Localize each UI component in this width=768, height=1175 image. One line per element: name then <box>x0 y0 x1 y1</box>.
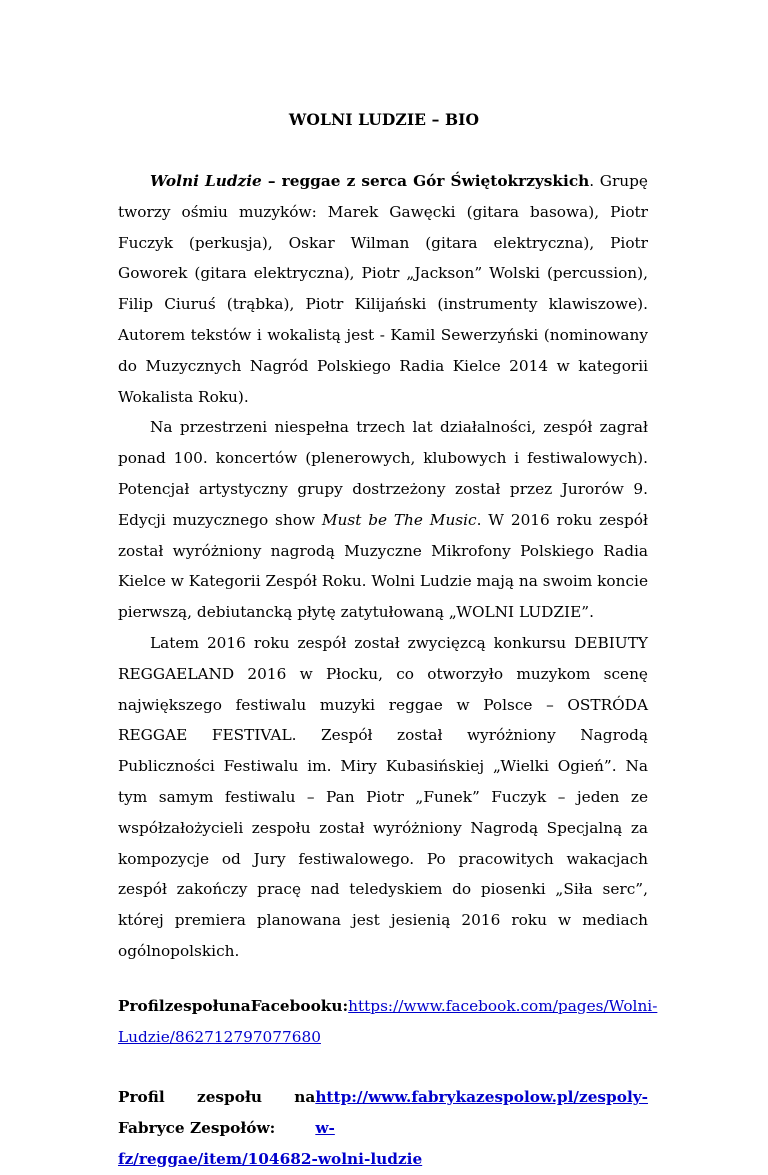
fabryka-link[interactable]: http://www.fabrykazespolow.pl/zespoly-w- <box>315 1088 648 1138</box>
facebook-label-word-3: na <box>229 996 251 1015</box>
career-text-before: Na przestrzeni niespełna trzech lat działalności, zespół zagrał ponad 100. koncertów (plenerowych, klubowych i festiwalowych). Potencjał artystyczny grupy dostrzeżony został przez Jurorów 9. Edycji muzycznego show <box>118 418 648 529</box>
spacer <box>118 967 648 991</box>
fabryka-link-line2[interactable]: fz/reggae/item/104682-wolni-ludzie <box>118 1149 423 1168</box>
intro-paragraph <box>118 166 648 412</box>
fabryka-link-continued <box>118 1144 648 1175</box>
facebook-label-word-4: Facebooku: <box>250 996 349 1015</box>
career-paragraph <box>118 412 648 628</box>
fabryka-label: Profil zespołu na Fabryce Zespołów: <box>118 1088 316 1138</box>
intro-text: . Grupę tworzy ośmiu muzyków: Marek Gawęcki (gitara basowa), Piotr Fuczyk (perkusja), Oskar Wilman (gitara elektryczna), Piotr Goworek (gitara elektryczna), Piotr „Jackson” Wolski (percussion), Filip Ciuruś (trąbka), Piotr Kilijański (instrumenty klawiszowe). Autorem tekstów i wokalistą jest - Kamil Sewerzyński (nominowany do Muzycznych Nagród Polskiego Radia Kielce 2014 w kategorii Wokalista Roku). <box>118 172 648 406</box>
show-name: Must be The Music <box>321 510 477 529</box>
facebook-link-continued <box>118 1022 648 1053</box>
facebook-link-line2[interactable]: Ludzie/862712797077680 <box>118 1027 321 1046</box>
facebook-label-word-2: zespołu <box>164 996 230 1015</box>
band-name: Wolni Ludzie <box>150 172 262 190</box>
career-text-after: . W 2016 roku zespół został wyróżniony nagrodą Muzyczne Mikrofony Polskiego Radia Kielce w Kategorii Zespół Roku. Wolni Ludzie mają na swoim koncie pierwszą, debiutancką płytę zatytułowaną „WOLNI LUDZIE”. <box>118 510 648 622</box>
fabryka-profile-line <box>118 1082 648 1144</box>
document-body <box>118 166 658 1175</box>
festival-paragraph: Latem 2016 roku zespół został zwycięzcą konkursu DEBIUTY REGGAELAND 2016 w Płocku, co otworzyło muzykom scenę największego festiwalu muzyki reggae w Polsce – OSTRÓDA REGGAE FESTIVAL. Zespół został wyróżniony Nagrodą Publiczności Festiwalu im. Miry Kubasińskiej „Wielki Ogień”. Na tym samym festiwalu – Pan Piotr „Funek” Fuczyk – jeden ze współzałożycieli zespołu został wyróżniony Nagrodą Specjalną za kompozycje od Jury festiwalowego. Po pracowitych wakacjach zespół zakończy pracę nad teledyskiem do piosenki „Siła serc”, której premiera planowana jest jesienią 2016 roku w mediach ogólnopolskich. <box>118 633 648 960</box>
page-title: WOLNI LUDZIE – BIO <box>288 110 480 129</box>
spacer <box>118 1052 648 1082</box>
facebook-link[interactable]: https://www.facebook.com/pages/Wolni- <box>348 996 658 1015</box>
tagline: – reggae z serca Gór Świętokrzyskich <box>261 172 590 190</box>
facebook-label-word-1: Profil <box>118 996 165 1015</box>
facebook-profile-line <box>118 991 658 1022</box>
